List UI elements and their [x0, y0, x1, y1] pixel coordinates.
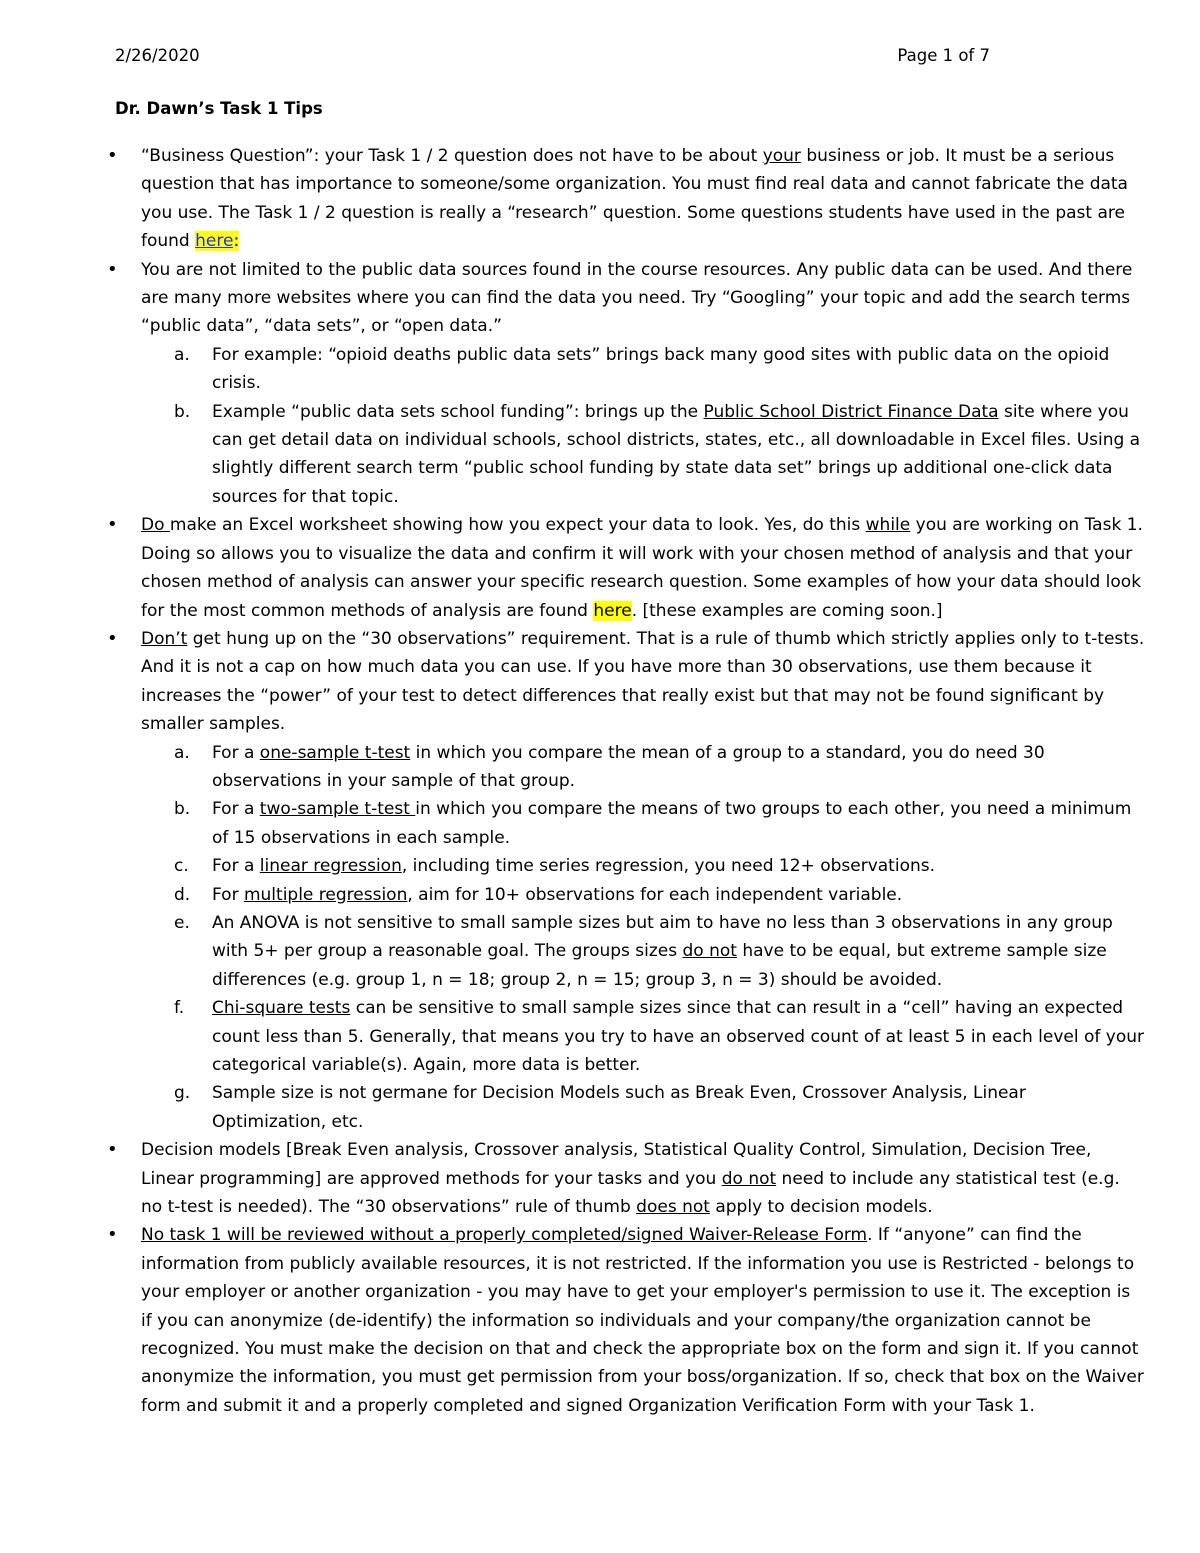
- subtip-chi-square: f. Chi-square tests can be sensitive to small sample sizes since that can result in a “cell” having an expected count less than 5. Generally, that means you try to have an observed count of at least 5 in each level of your categorical variable(s). Again, more data is better.: [174, 998, 1144, 1075]
- bullet-icon: •: [107, 258, 118, 280]
- public-school-finance-data-link[interactable]: Public School District Finance Data: [703, 401, 999, 422]
- tip-excel-worksheet: • Do make an Excel worksheet showing how you expect your data to look. Yes, do this while you are working on Task 1. Doing so allows you to visualize the data and confirm it will work with your chosen method of analysis and that your chosen method of analysis can answer your specific research question. Some examples of how your data should look for the most common methods of analysis are found here. [these examples are coming soon.]: [115, 511, 1145, 625]
- tip-decision-models: • Decision models [Break Even analysis, Crossover analysis, Statistical Quality Control, Simulation, Decision Tree, Linear programming] are approved methods for your tasks and you do not need to include any statistical test (e.g. no t-test is needed). The “30 observations” rule of thumb does not apply to decision models.: [115, 1136, 1145, 1221]
- subtip-decision-model-sample-size: g. Sample size is not germane for Decision Models such as Break Even, Crossover Analysis, Linear Optimization, etc.: [174, 1083, 1026, 1132]
- subtip-opioid-example: a. For example: “opioid deaths public data sets” brings back many good sites with public data on the opioid crisis.: [174, 344, 1110, 394]
- subtip-multiple-regression: d. For multiple regression, aim for 10+ observations for each independent variable.: [174, 884, 903, 905]
- tip-public-data: • You are not limited to the public data sources found in the course resources. Any public data can be used. And there are many more websites where you can find the data you need. Try “Googling” your topic and add the search terms “public data”, “data sets”, or “open data.”: [115, 256, 1145, 341]
- bullet-icon: •: [107, 514, 118, 536]
- header-date: 2/26/2020: [115, 46, 200, 65]
- subtip-one-sample-t-test: a. For a one-sample t-test in which you compare the mean of a group to a standard, you do need 30 observations in your sample of that group.: [174, 742, 1045, 791]
- tip-30-observations: • Don’t get hung up on the “30 observations” requirement. That is a rule of thumb which strictly applies only to t-tests. And it is not a cap on how much data you can use. If you have more than 30 observations, use them because it increases the “power” of your test to detect differences that really exist but that may not be found significant by smaller samples.: [115, 625, 1145, 739]
- header-page-number: Page 1 of 7: [897, 46, 990, 65]
- subtip-linear-regression: c. For a linear regression, including time series regression, you need 12+ observations.: [174, 856, 936, 877]
- bullet-icon: •: [107, 1139, 118, 1161]
- bullet-icon: •: [107, 145, 118, 166]
- waiver-release-form-link[interactable]: No task 1 will be reviewed without a properly completed/signed Waiver-Release Form: [141, 1225, 868, 1246]
- subtip-school-funding-example: b. Example “public data sets school funding”: brings up the Public School District Finance Data site where you can get detail data on individual schools, school districts, states, etc., all downloadable in Excel files. Using a slightly different search term “public school funding by state data set” brings up additional one-click data sources for that topic.: [174, 401, 1141, 507]
- subtip-two-sample-t-test: b. For a two-sample t-test in which you compare the means of two groups to each other, you need a minimum of 15 observations in each sample.: [174, 799, 1132, 848]
- subtip-anova: e. An ANOVA is not sensitive to small sample sizes but aim to have no less than 3 observations in any group with 5+ per group a reasonable goal. The groups sizes do not have to be equal, but extreme sample size differences (e.g. group 1, n = 18; group 2, n = 15; group 3, n = 3) should be avoided.: [174, 912, 1113, 990]
- tip-waiver-form: • No task 1 will be reviewed without a properly completed/signed Waiver-Release Form. If “anyone” can find the information from publicly available resources, it is not restricted. If the information you use is Restricted - belongs to your employer or another organization - you may have to get your employer's permission to use it. The exception is if you can anonymize (de-identify) the information so individuals and your company/the organization cannot be recognized. You must make the decision on that and check the appropriate box on the form and sign it. If you cannot anonymize the information, you must get permission from your boss/organization. If so, check that box on the Waiver form and submit it and a properly completed and signed Organization Verification Form with your Task 1.: [115, 1221, 1145, 1420]
- questions-here-link[interactable]: here: [195, 231, 234, 252]
- bullet-icon: •: [107, 1224, 118, 1246]
- tips-list: [107, 142, 1145, 1420]
- tip-business-question: • “Business Question”: your Task 1 / 2 question does not have to be about your business or job. It must be a serious question that has importance to someone/some organization. You must find real data and cannot fabricate the data you use. The Task 1 / 2 question is really a “research” question. Some questions students have used in the past are found here:: [115, 142, 1145, 256]
- bullet-icon: •: [107, 627, 118, 649]
- examples-here-link[interactable]: here: [593, 600, 632, 621]
- document-title: Dr. Dawn’s Task 1 Tips: [115, 99, 323, 118]
